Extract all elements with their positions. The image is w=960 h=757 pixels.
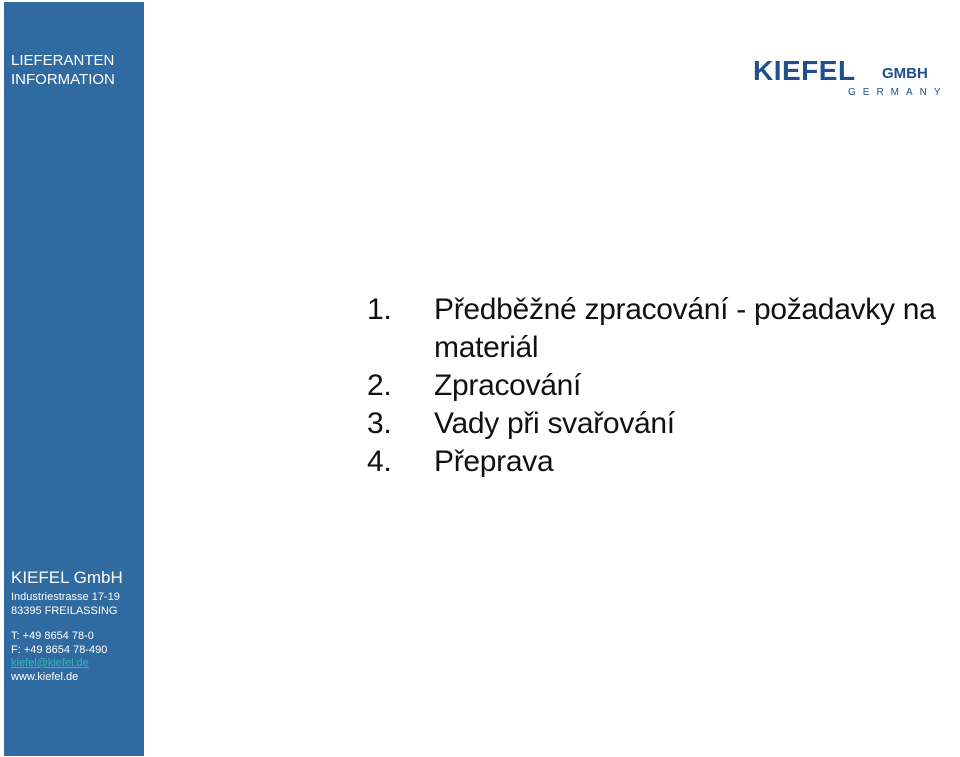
toc-item-number: 4.: [367, 445, 392, 478]
toc-item-number: 3.: [367, 407, 392, 440]
toc-item: [367, 443, 959, 481]
toc-item: [367, 405, 959, 443]
logo-subtitle: GERMANY: [848, 87, 948, 98]
toc-item-text: Předběžné zpracování - požadavky na materiál: [434, 293, 936, 364]
sidebar: [4, 2, 144, 756]
toc-item-text: Přeprava: [434, 445, 554, 478]
toc-item-text: Vady při svařování: [434, 407, 675, 440]
company-name: KIEFEL GmbH: [11, 568, 123, 587]
company-website: www.kiefel.de: [11, 670, 79, 683]
company-email-link[interactable]: kiefel@kiefel.de: [11, 657, 89, 669]
kiefel-logo: [753, 55, 948, 100]
toc-item: [367, 291, 959, 367]
toc-item-number: 2.: [367, 369, 392, 402]
sidebar-title: [11, 51, 115, 89]
toc-item-text: Zpracování: [434, 369, 582, 402]
toc-item: [367, 367, 959, 405]
sidebar-title-line1: LIEFERANTEN: [11, 52, 115, 69]
company-street: Industriestrasse 17-19: [11, 591, 120, 603]
company-info: [11, 567, 123, 684]
logo-suffix: GMBH: [882, 65, 928, 82]
toc-item-number: 1.: [367, 293, 392, 326]
company-fax: F: +49 8654 78-490: [11, 643, 108, 656]
company-contacts: [11, 630, 123, 684]
company-city: 83395 FREILASSING: [11, 604, 118, 617]
company-phone: T: +49 8654 78-0: [11, 630, 94, 642]
logo-wordmark: KIEFEL: [753, 55, 856, 86]
sidebar-title-line2: INFORMATION: [11, 71, 115, 88]
table-of-contents: [367, 291, 959, 481]
